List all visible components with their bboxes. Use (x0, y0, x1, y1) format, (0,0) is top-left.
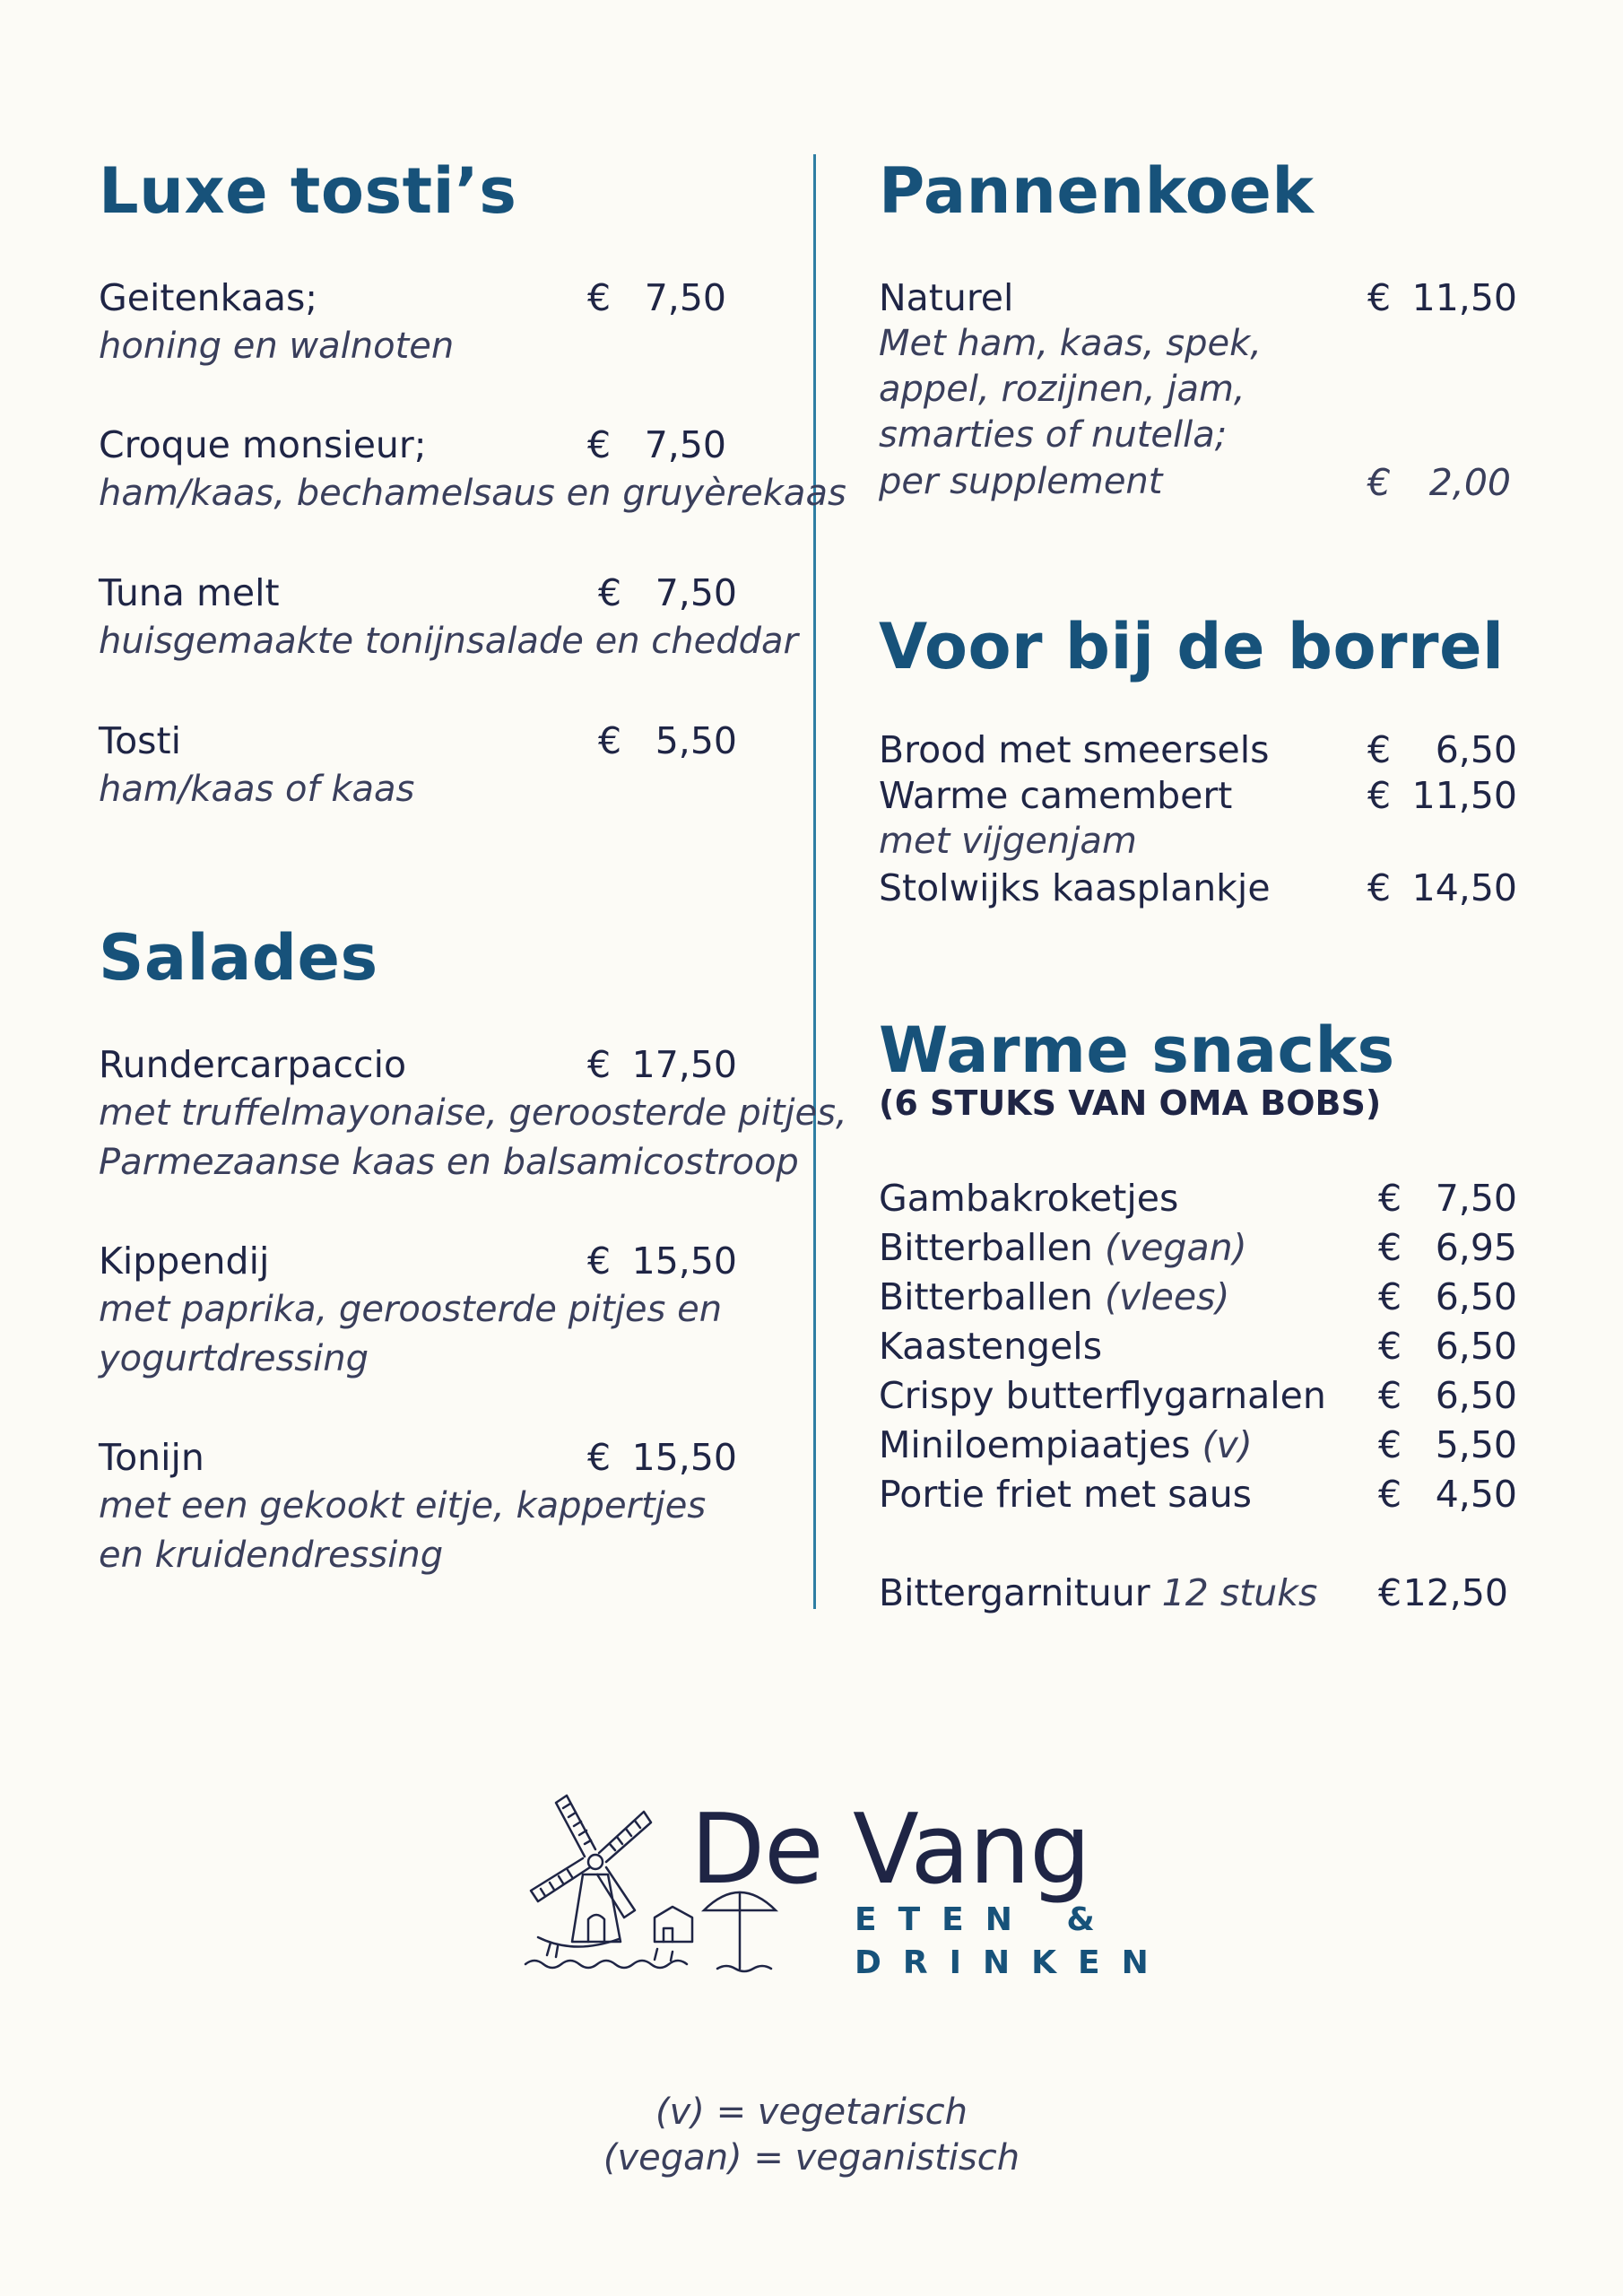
currency-symbol: € (598, 571, 622, 614)
section-title-tostis: Luxe tosti’s (99, 154, 517, 228)
item-price: 4,50 (1435, 1473, 1517, 1516)
item-name (879, 1423, 1253, 1466)
item-description: met een gekookt eitje, kappertjes (99, 1485, 707, 1526)
section-title-snacks: Warme snacks (879, 1013, 1395, 1087)
windmill-drawing-icon (520, 1785, 699, 1982)
item-name (879, 1571, 1317, 1614)
item-description: yogurtdressing (99, 1338, 369, 1379)
item-name: Warme camembert (879, 774, 1233, 817)
snack-note: (vlees) (1104, 1275, 1230, 1318)
logo (520, 1785, 1170, 1982)
item-name: Geitenkaas; (99, 276, 318, 319)
currency-symbol: € (587, 423, 612, 466)
item-price: 15,50 (631, 1436, 737, 1479)
item-name (879, 1374, 1326, 1417)
column-divider (813, 154, 816, 1609)
item-price: 6,50 (1435, 728, 1517, 771)
item-price: 7,50 (644, 423, 726, 466)
snack-note: (v) (1202, 1423, 1253, 1466)
logo-tagline-1: ETEN & (855, 1901, 1116, 1938)
item-description: ham/kaas of kaas (99, 769, 415, 810)
item-price: 7,50 (1435, 1177, 1517, 1220)
item-description: met truffelmayonaise, geroosterde pitjes, (99, 1092, 847, 1134)
item-name (879, 1473, 1252, 1516)
item-price: 7,50 (644, 276, 726, 319)
currency-symbol: € (1367, 774, 1392, 817)
item-price: 5,50 (1435, 1423, 1517, 1466)
section-title-borrel: Voor bij de borrel (879, 610, 1505, 683)
currency-symbol: € (1367, 461, 1392, 504)
item-description: smarties of nutella; (879, 414, 1228, 456)
section-title-pannenkoek: Pannenkoek (879, 154, 1315, 228)
item-name: Croque monsieur; (99, 423, 427, 466)
item-description: honing en walnoten (99, 326, 455, 367)
snack-note: 12 stuks (1161, 1571, 1318, 1614)
item-price: 6,50 (1435, 1374, 1517, 1417)
item-description: per supplement (879, 461, 1163, 502)
currency-symbol: € (1378, 1423, 1402, 1466)
item-price: 6,50 (1435, 1325, 1517, 1368)
currency-symbol: € (587, 1043, 612, 1086)
item-description: huisgemaakte tonijnsalade en cheddar (99, 621, 798, 662)
snack-name: Crispy butterflygarnalen (879, 1374, 1326, 1417)
item-description: met vijgenjam (879, 821, 1137, 862)
item-price: 14,50 (1411, 866, 1517, 909)
currency-symbol: € (587, 1239, 612, 1283)
item-name: Stolwijks kaasplankje (879, 866, 1271, 909)
currency-symbol: € (1378, 1374, 1402, 1417)
item-name (879, 1177, 1178, 1220)
item-name (879, 1275, 1229, 1318)
legend-vegetarisch: (v) = vegetarisch (655, 2092, 968, 2133)
item-name: Tosti (99, 719, 181, 762)
currency-symbol: € (587, 276, 612, 319)
logo-name: De Vang (690, 1794, 1090, 1906)
snack-note: (vegan) (1104, 1226, 1247, 1269)
item-price: 11,50 (1411, 774, 1517, 817)
supplement-price: 2,00 (1428, 461, 1511, 504)
snack-name: Miniloempiaatjes (879, 1423, 1191, 1466)
item-name: Brood met smeersels (879, 728, 1270, 771)
item-name: Rundercarpaccio (99, 1043, 407, 1086)
item-price: 7,50 (655, 571, 737, 614)
snack-name: Bitterballen (879, 1226, 1093, 1269)
currency-symbol: € (1378, 1325, 1402, 1368)
item-price: 11,50 (1411, 276, 1517, 319)
section-subtitle-snacks: (6 STUKS VAN OMA BOBS) (879, 1083, 1382, 1123)
currency-symbol: € (1367, 276, 1392, 319)
item-description: met paprika, geroosterde pitjes en (99, 1289, 723, 1330)
item-description: appel, rozijnen, jam, (879, 369, 1245, 410)
item-price: 15,50 (631, 1239, 737, 1283)
item-price: 6,95 (1435, 1226, 1517, 1269)
snack-name: Bittergarnituur (879, 1571, 1150, 1614)
currency-symbol: € (1378, 1473, 1402, 1516)
currency-symbol: € (598, 719, 622, 762)
item-name (879, 1226, 1247, 1269)
currency-symbol: € (1378, 1177, 1402, 1220)
item-price: 17,50 (631, 1043, 737, 1086)
currency-symbol: € (587, 1436, 612, 1479)
logo-tagline-2: DRINKEN (855, 1944, 1170, 1981)
item-price: 6,50 (1435, 1275, 1517, 1318)
snack-name: Kaastengels (879, 1325, 1103, 1368)
item-description: en kruidendressing (99, 1535, 444, 1576)
item-description: ham/kaas, bechamelsaus en gruyèrekaas (99, 473, 846, 514)
currency-symbol: € (1378, 1226, 1402, 1269)
currency-symbol: € (1367, 728, 1392, 771)
section-title-salades: Salades (99, 921, 378, 995)
currency-symbol: € (1367, 866, 1392, 909)
item-name: Tuna melt (99, 571, 280, 614)
item-price: 12,50 (1402, 1571, 1508, 1614)
currency-symbol: € (1378, 1275, 1402, 1318)
item-description: Parmezaanse kaas en balsamicostroop (99, 1142, 799, 1183)
item-description: Met ham, kaas, spek, (879, 323, 1262, 364)
legend-veganistisch: (vegan) = veganistisch (603, 2137, 1020, 2179)
snack-name: Gambakroketjes (879, 1177, 1179, 1220)
item-name: Kippendij (99, 1239, 270, 1283)
item-name (879, 1325, 1102, 1368)
item-name: Tonijn (99, 1436, 204, 1479)
item-name: Naturel (879, 276, 1014, 319)
currency-symbol: € (1378, 1571, 1402, 1614)
snack-name: Bitterballen (879, 1275, 1093, 1318)
item-price: 5,50 (655, 719, 737, 762)
snack-name: Portie friet met saus (879, 1473, 1253, 1516)
